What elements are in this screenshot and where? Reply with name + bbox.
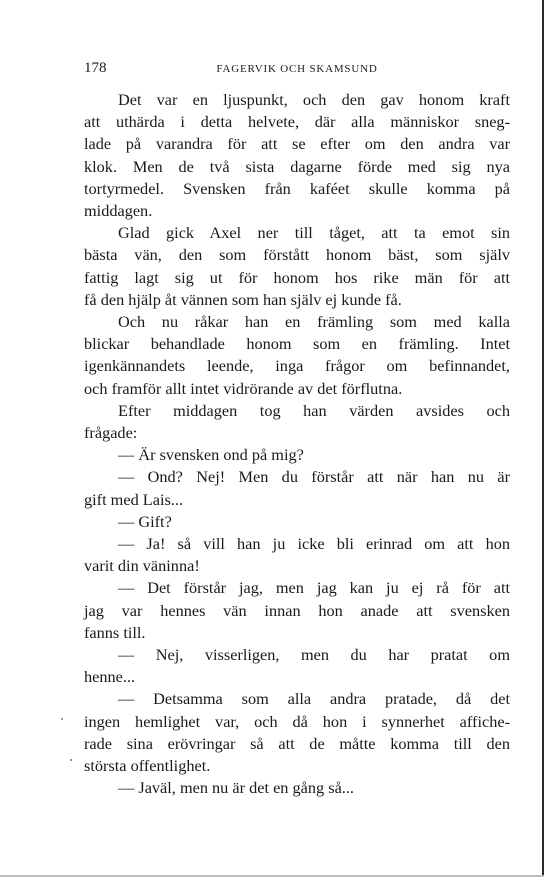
paragraph: [84, 400, 510, 444]
paper-speck: [70, 759, 72, 761]
text-line: att uthärda i detta helvete, där alla människor sneg-: [84, 112, 510, 132]
text-line: — Ond? Nej! Men du förstår att när han nu är: [118, 467, 510, 487]
paragraph: [84, 577, 510, 644]
text-line: middagen.: [84, 201, 153, 221]
paper-speck: [61, 718, 63, 720]
text-line: jag var hennes vän innan hon anade att svensken: [84, 600, 510, 620]
text-line: och framför allt intet vidrörande av det förflutna.: [84, 378, 403, 398]
text-line: — Det förstår jag, men jag kan ju ej rå för att: [118, 578, 510, 598]
paragraph: [84, 89, 510, 222]
text-line: — Javäl, men nu är det en gång så...: [118, 778, 355, 798]
paragraph: [84, 466, 510, 510]
text-line: rade sina erövringar så att de måtte komma till den: [84, 733, 510, 753]
text-line: igenkännandets leende, inga frågor om befinnandet,: [84, 356, 510, 376]
text-line: största offentlighet.: [84, 756, 211, 776]
page-number: 178: [84, 60, 107, 76]
text-line: tortyrmedel. Svensken från kaféet skulle komma på: [84, 178, 510, 198]
text-line: — Detsamma som alla andra pratade, då det: [118, 689, 510, 709]
text-line: Efter middagen tog han värden avsides och: [118, 400, 510, 420]
text-line: henne...: [84, 667, 136, 687]
text-line: frågade:: [84, 423, 138, 443]
running-head: FAGERVIK OCH SKAMSUND: [216, 63, 378, 75]
text-line: Och nu råkar han en främling som med kalla: [118, 312, 510, 332]
paragraph: [84, 644, 510, 688]
text-line: fanns till.: [84, 622, 146, 642]
paragraph: [84, 511, 510, 533]
text-line: — Ja! så vill han ju icke bli erinrad om att hon: [118, 534, 510, 554]
body-text: [84, 89, 510, 800]
paragraph: [84, 688, 510, 777]
text-line: — Nej, visserligen, men du har pratat om: [118, 645, 510, 665]
paragraph: [84, 222, 510, 311]
paragraph: [84, 777, 510, 799]
text-line: — Är svensken ond på mig?: [118, 445, 304, 465]
paragraph: [84, 444, 510, 466]
page-header: [84, 59, 510, 79]
text-line: Glad gick Axel ner till tåget, att ta emot sin: [118, 223, 510, 243]
text-line: varit din väninna!: [84, 556, 200, 576]
text-line: bästa vän, den som förstått honom bäst, som själv: [84, 245, 510, 265]
text-line: få den hjälp åt vännen som han själv ej kunde få.: [84, 289, 402, 309]
text-line: gift med Lais...: [84, 489, 184, 509]
paragraph: [84, 311, 510, 400]
text-line: blickar behandlade honom som en främling. Intet: [84, 334, 510, 354]
text-line: ingen hemlighet var, och då hon i synnerhet affiche-: [84, 711, 510, 731]
text-line: lade på varandra för att se efter om den andra var: [84, 134, 510, 154]
text-line: fattig lagt sig ut för honom hos rike män för att: [84, 267, 510, 287]
paragraph: [84, 533, 510, 577]
text-line: Det var en ljuspunkt, och den gav honom kraft: [118, 90, 510, 109]
text-line: — Gift?: [118, 511, 172, 531]
text-line: klok. Men de två sista dagarne förde med sig nya: [84, 156, 510, 176]
